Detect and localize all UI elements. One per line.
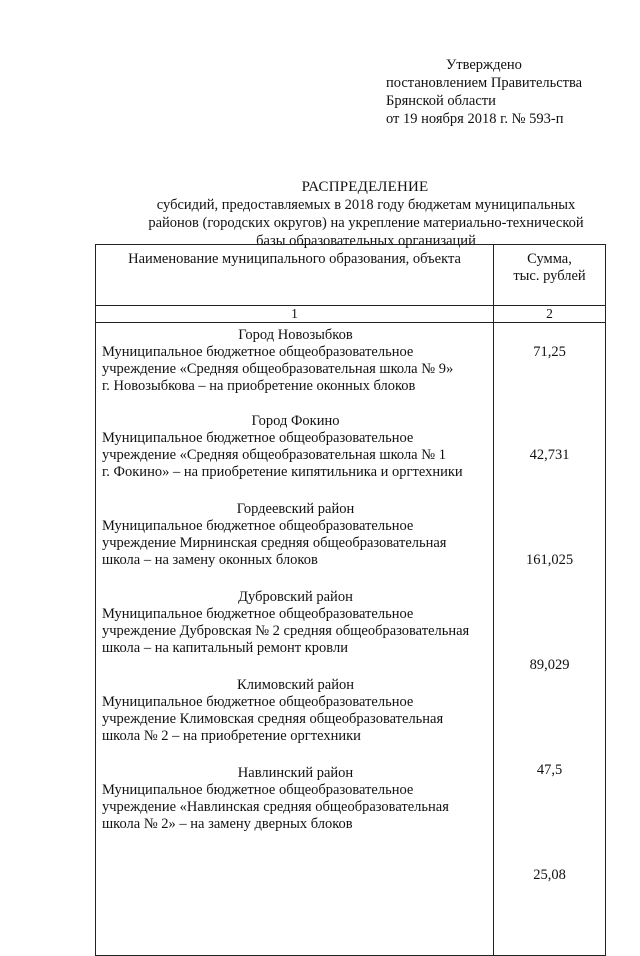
amounts-column (494, 323, 606, 956)
object-line: учреждение «Средняя общеобразовательная школа № 1 (102, 447, 446, 463)
approval-stamp (386, 56, 582, 128)
object-line: учреждение «Навлинская средняя общеобразовательная (102, 799, 449, 815)
object-line: учреждение Мирнинская средняя общеобразовательная (102, 535, 447, 551)
list-item (96, 413, 493, 501)
column-header-name: Наименование муниципального образования, объекта (96, 245, 494, 306)
amount-value: 161,025 (525, 552, 574, 568)
amount-value: 71,25 (533, 344, 566, 360)
object-line: школа № 2» – на замену дверных блоков (102, 816, 353, 832)
object-line: г. Новозыбкова – на приобретение оконных блоков (102, 378, 416, 394)
amount-value: 89,029 (529, 657, 570, 673)
subsidy-table (95, 244, 606, 956)
region-name: Гордеевский район (236, 501, 355, 517)
region-name: Навлинский район (237, 765, 354, 781)
approval-line-1: Утверждено (446, 57, 522, 73)
column-number-row (96, 306, 606, 323)
approval-line-2: постановлением Правительства (386, 75, 583, 91)
entries-column (96, 323, 494, 956)
table-header-row (96, 245, 606, 306)
list-item (96, 501, 493, 589)
object-line: Муниципальное бюджетное общеобразовательное (102, 606, 414, 622)
list-item (96, 589, 493, 677)
table-body-row (96, 323, 606, 956)
object-line: г. Фокино» – на приобретение кипятильника и оргтехники (102, 464, 463, 480)
column-number-1: 1 (96, 306, 494, 323)
amount-value: 47,5 (536, 762, 563, 778)
column-number-2: 2 (494, 306, 606, 323)
column-header-amount-line-1: Сумма, (527, 251, 572, 267)
list-item (96, 765, 493, 853)
region-name: Климовский район (237, 677, 354, 693)
region-name: Дубровский район (238, 589, 353, 605)
approval-line-3: Брянской области (386, 93, 496, 109)
object-line: Муниципальное бюджетное общеобразовательное (102, 430, 414, 446)
object-line: школа – на замену оконных блоков (102, 552, 318, 568)
object-line: Муниципальное бюджетное общеобразовательное (102, 694, 414, 710)
title-line-3: базы образовательных организаций (256, 233, 476, 249)
object-line: Муниципальное бюджетное общеобразовательное (102, 518, 414, 534)
title-line-1: субсидий, предоставляемых в 2018 году бюджетам муниципальных (156, 197, 576, 213)
object-line: учреждение «Средняя общеобразовательная школа № 9» (102, 361, 454, 377)
list-item (96, 677, 493, 765)
object-line: школа № 2 – на приобретение оргтехники (102, 728, 361, 744)
column-header-amount-line-2: тыс. рублей (513, 268, 586, 284)
title-line-2: районов (городских округов) на укрепление материально-технической (148, 215, 584, 231)
object-line: учреждение Климовская средняя общеобразовательная (102, 711, 444, 727)
object-line: Муниципальное бюджетное общеобразовательное (102, 782, 414, 798)
region-name: Город Новозыбков (238, 327, 353, 343)
object-line: Муниципальное бюджетное общеобразовательное (102, 344, 414, 360)
document-title (0, 178, 640, 250)
region-name: Город Фокино (251, 413, 340, 429)
list-item (96, 327, 493, 413)
object-line: школа – на капитальный ремонт кровли (102, 640, 348, 656)
object-line: учреждение Дубровская № 2 средняя общеобразовательная (102, 623, 470, 639)
amount-value: 42,731 (529, 447, 570, 463)
amount-value: 25,08 (533, 867, 566, 883)
approval-line-4: от 19 ноября 2018 г. № 593-п (386, 111, 564, 127)
title-heading: РАСПРЕДЕЛЕНИЕ (301, 179, 429, 195)
column-header-amount (494, 245, 606, 306)
